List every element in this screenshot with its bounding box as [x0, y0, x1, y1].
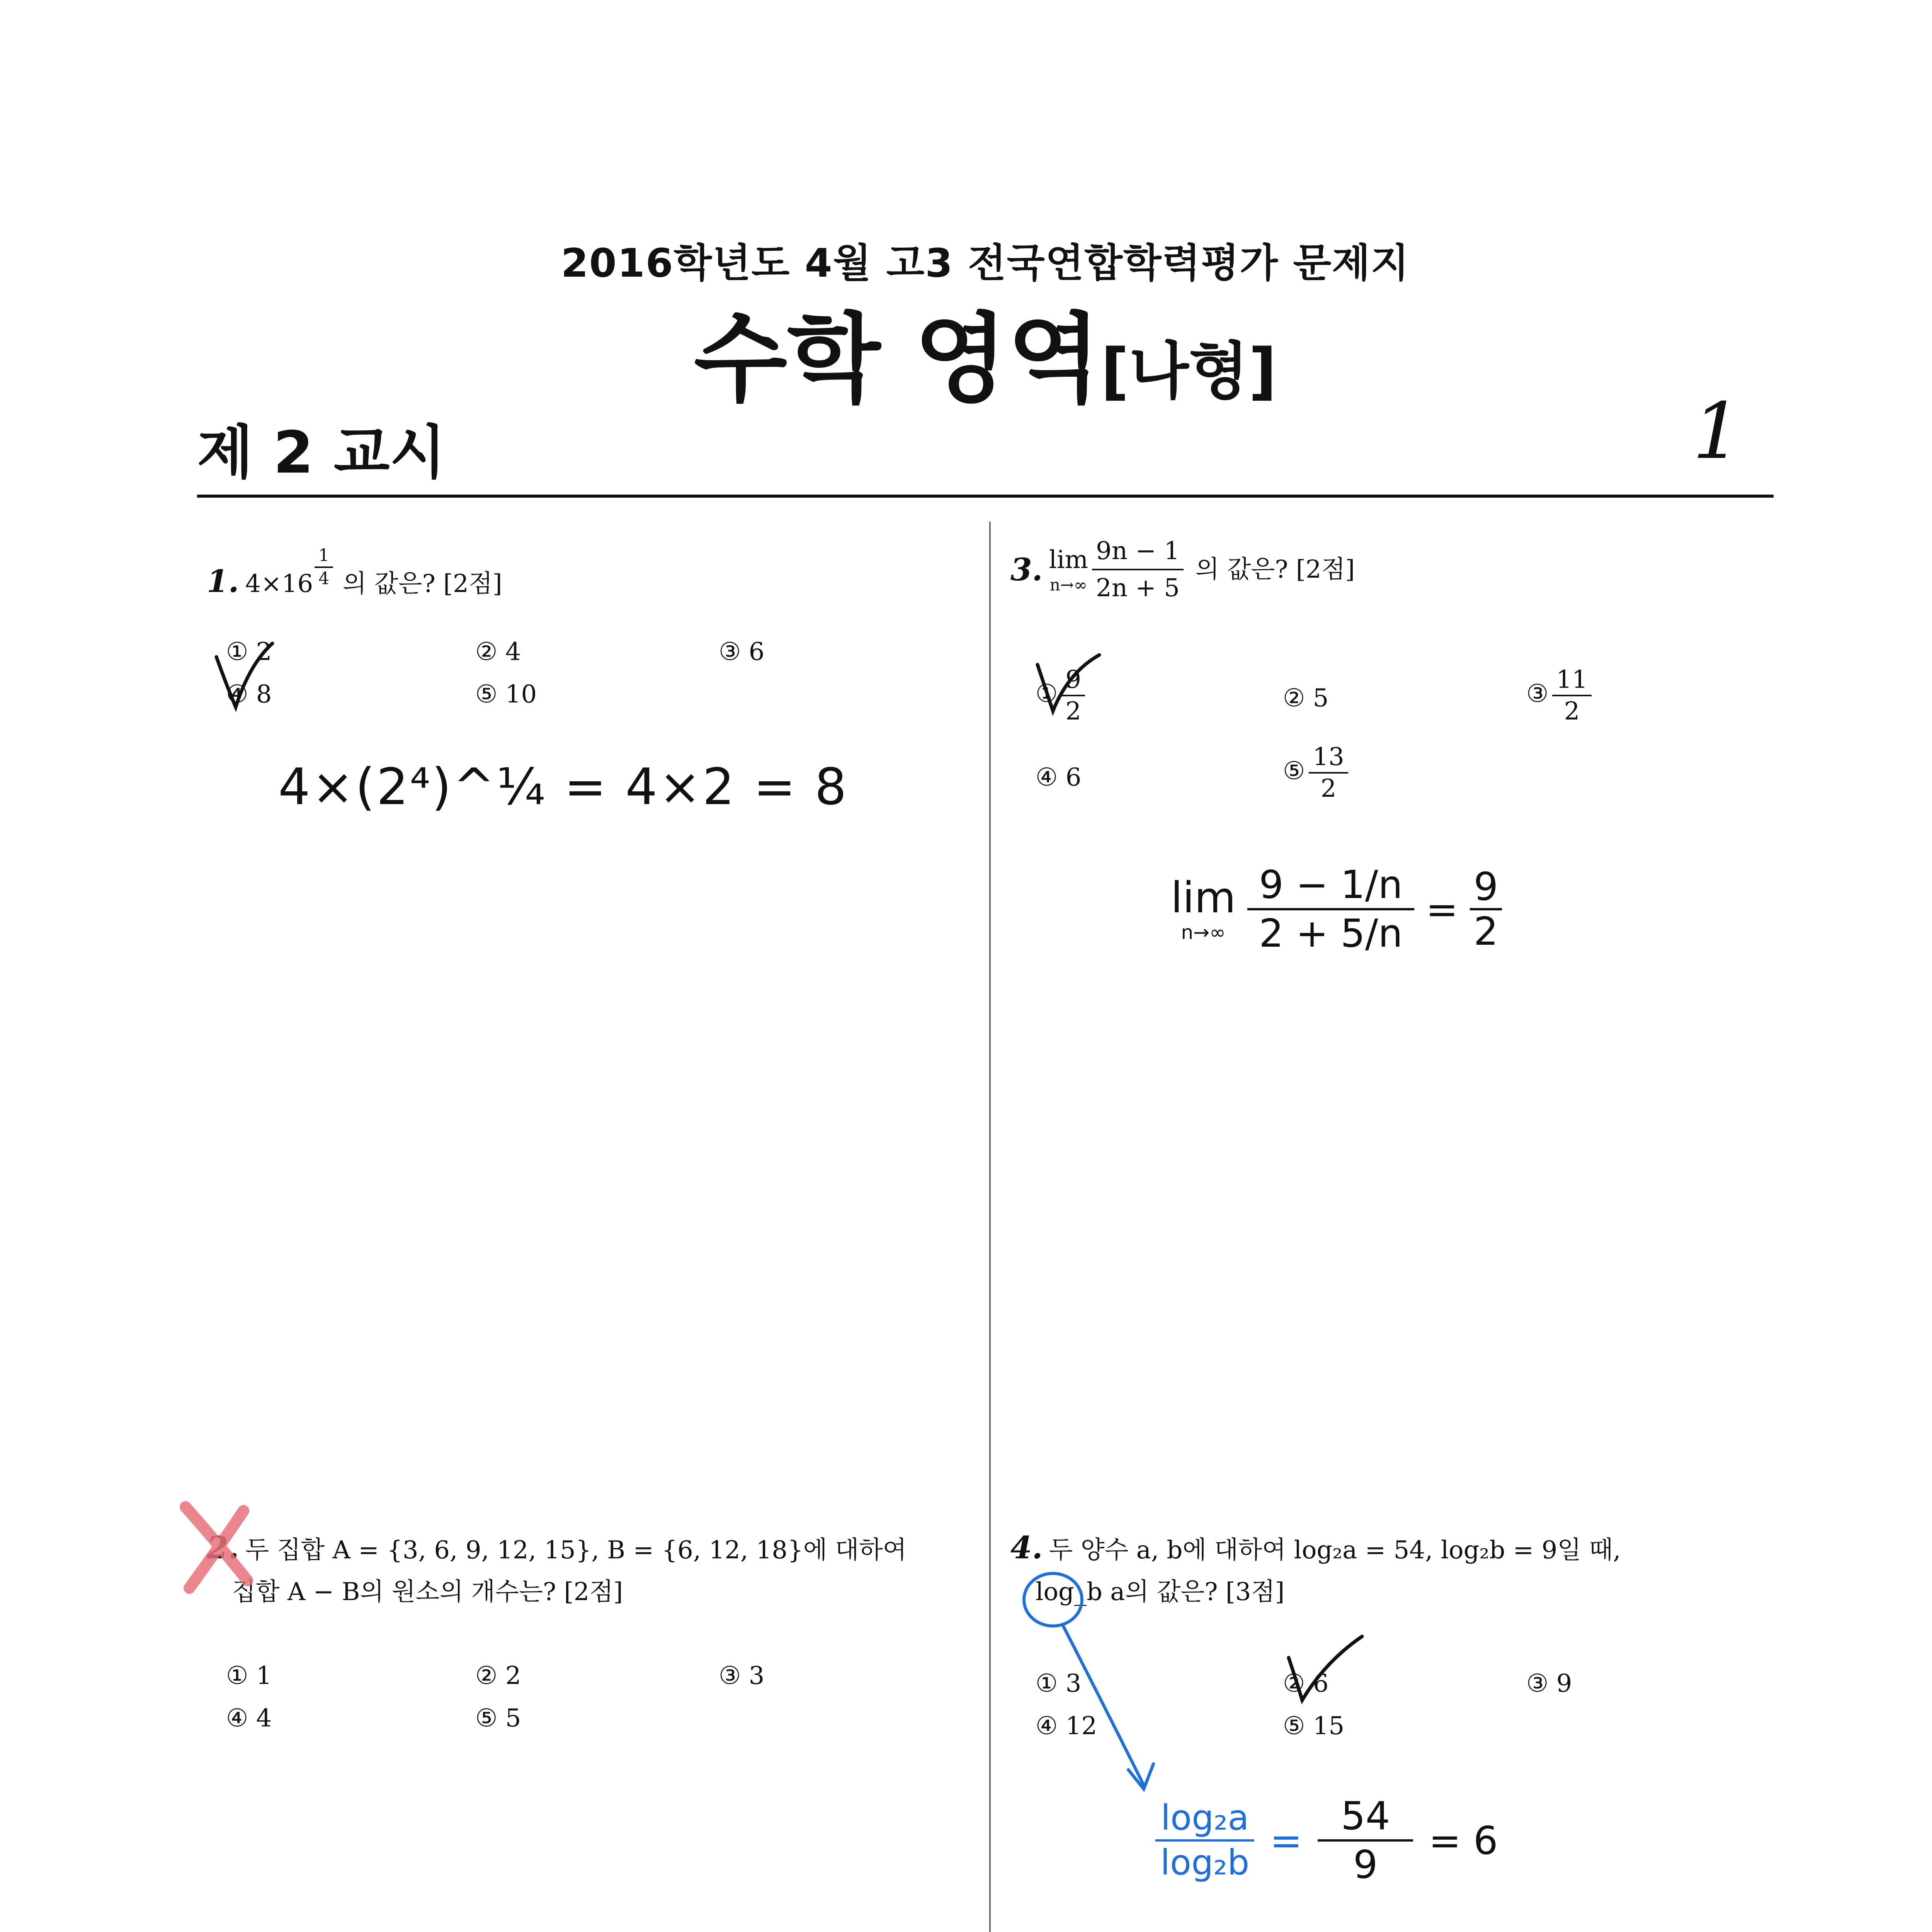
work-denominator: 2 + 5/n — [1259, 911, 1403, 956]
question-expression: 4×16 — [245, 570, 313, 598]
question-number: 4. — [1010, 1529, 1043, 1566]
q4-choice-3[interactable]: ③ 9 — [1526, 1669, 1572, 1698]
q3-choice-2[interactable]: ② 5 — [1283, 684, 1329, 713]
q1-choice-4[interactable]: ④ 8 — [226, 680, 272, 709]
session-label: 제 2 교시 — [197, 419, 446, 486]
choice-fraction — [1552, 665, 1591, 726]
exponent-fraction — [315, 545, 333, 590]
work-result — [1470, 866, 1502, 953]
work-limit-text: lim — [1171, 873, 1236, 922]
q2-choice-3[interactable]: ③ 3 — [719, 1662, 765, 1690]
handwritten-work-q3 — [1171, 862, 1502, 957]
question-3 — [1010, 533, 1355, 606]
q4-choice-1[interactable]: ① 3 — [1036, 1669, 1082, 1698]
work-middle-fraction — [1318, 1793, 1413, 1888]
fraction-numerator: 9n − 1 — [1092, 533, 1184, 570]
header-rule — [197, 495, 1774, 498]
fraction-denominator: 2 — [1320, 774, 1337, 803]
question-4 — [1010, 1526, 1621, 1571]
work-equals: = — [1425, 886, 1458, 932]
checkmark-icon — [1287, 1634, 1364, 1704]
checkmark-icon — [214, 641, 276, 711]
q1-choice-2[interactable]: ② 4 — [475, 638, 521, 666]
question-number: 3. — [1010, 551, 1043, 588]
work-result-numerator: 9 — [1470, 866, 1502, 910]
choice-mark: ③ — [1526, 679, 1549, 708]
q4-choice-5[interactable]: ⑤ 15 — [1283, 1712, 1345, 1740]
work-equals: = — [1270, 1818, 1303, 1863]
column-divider — [989, 522, 991, 1932]
work-limit — [1171, 874, 1236, 944]
q2-choice-4[interactable]: ④ 4 — [226, 1704, 272, 1733]
work-numerator: log₂a — [1155, 1797, 1254, 1842]
checkmark-icon — [1036, 653, 1101, 715]
work-result: = 6 — [1429, 1818, 1498, 1863]
fraction-denominator: 2 — [1564, 697, 1580, 726]
question-number: 2. — [207, 1529, 239, 1566]
q1-choice-3[interactable]: ③ 6 — [719, 638, 765, 666]
limit-text: lim — [1049, 546, 1088, 574]
limit-subscript: n→∞ — [1049, 575, 1087, 594]
q2-choice-1[interactable]: ① 1 — [226, 1662, 272, 1690]
exam-subtitle: 2016학년도 4월 고3 전국연합학력평가 문제지 — [561, 240, 1410, 286]
choice-mark: ① — [1036, 679, 1058, 708]
handwritten-work-q1: 4×(2⁴)^¼ = 4×2 = 8 — [278, 757, 849, 816]
q2-choice-2[interactable]: ② 2 — [475, 1662, 521, 1690]
choice-mark: ⑤ — [1283, 757, 1305, 786]
question-fraction — [1092, 533, 1184, 606]
q4-choice-2[interactable]: ② 6 — [1283, 1669, 1329, 1698]
question-2 — [207, 1526, 907, 1571]
exam-title-type: [나형] — [1100, 335, 1277, 407]
work-result-denominator: 2 — [1473, 909, 1498, 954]
work-denominator: log₂b — [1160, 1842, 1250, 1883]
work-numerator: 9 − 1/n — [1247, 862, 1414, 910]
exponent-numerator: 1 — [315, 545, 333, 568]
q3-choice-4[interactable]: ④ 6 — [1036, 763, 1082, 792]
exam-title-main: 수학 영역 — [694, 303, 1101, 415]
fraction-denominator: 2 — [1065, 697, 1082, 726]
q4-choice-4[interactable]: ④ 12 — [1036, 1712, 1097, 1740]
question-4-line-2: log_b a의 값은? [3점] — [1036, 1578, 1285, 1606]
work-limit-subscript: n→∞ — [1181, 921, 1226, 944]
q1-choice-5[interactable]: ⑤ 10 — [475, 680, 537, 709]
fraction-numerator: 11 — [1552, 665, 1591, 696]
work-fraction — [1247, 862, 1414, 957]
work-middle-denominator: 9 — [1353, 1842, 1378, 1887]
question-tail: 의 값은? [2점] — [335, 570, 502, 598]
fraction-numerator: 13 — [1309, 742, 1348, 774]
question-1 — [207, 545, 502, 605]
handwritten-work-q4 — [1155, 1793, 1498, 1888]
q3-choice-5[interactable] — [1283, 742, 1352, 804]
question-2-line-2: 집합 A − B의 원소의 개수는? [2점] — [232, 1578, 623, 1606]
work-fraction — [1155, 1797, 1254, 1884]
fraction-denominator: 2n + 5 — [1096, 574, 1180, 602]
question-number: 1. — [207, 563, 239, 599]
q2-choice-5[interactable]: ⑤ 5 — [475, 1704, 521, 1733]
page-number: 1 — [1692, 386, 1742, 476]
fraction-numerator: 9 — [1061, 665, 1085, 696]
choice-fraction — [1309, 742, 1348, 804]
exponent-denominator: 4 — [318, 569, 330, 588]
limit-operator — [1049, 544, 1088, 595]
arrow-annotation-icon — [1020, 1569, 1175, 1824]
question-tail: 의 값은? [2점] — [1187, 555, 1355, 584]
question-line-1: 두 집합 A = {3, 6, 9, 12, 15}, B = {6, 12, 18}에 대하여 — [245, 1536, 907, 1565]
q3-choice-3[interactable] — [1526, 665, 1595, 726]
wrong-x-mark-icon — [178, 1499, 255, 1596]
q1-choice-1[interactable]: ① 2 — [226, 638, 272, 666]
question-line-1: 두 양수 a, b에 대하여 log₂a = 54, log₂b = 9일 때, — [1049, 1536, 1621, 1565]
work-middle-numerator: 54 — [1318, 1793, 1413, 1842]
